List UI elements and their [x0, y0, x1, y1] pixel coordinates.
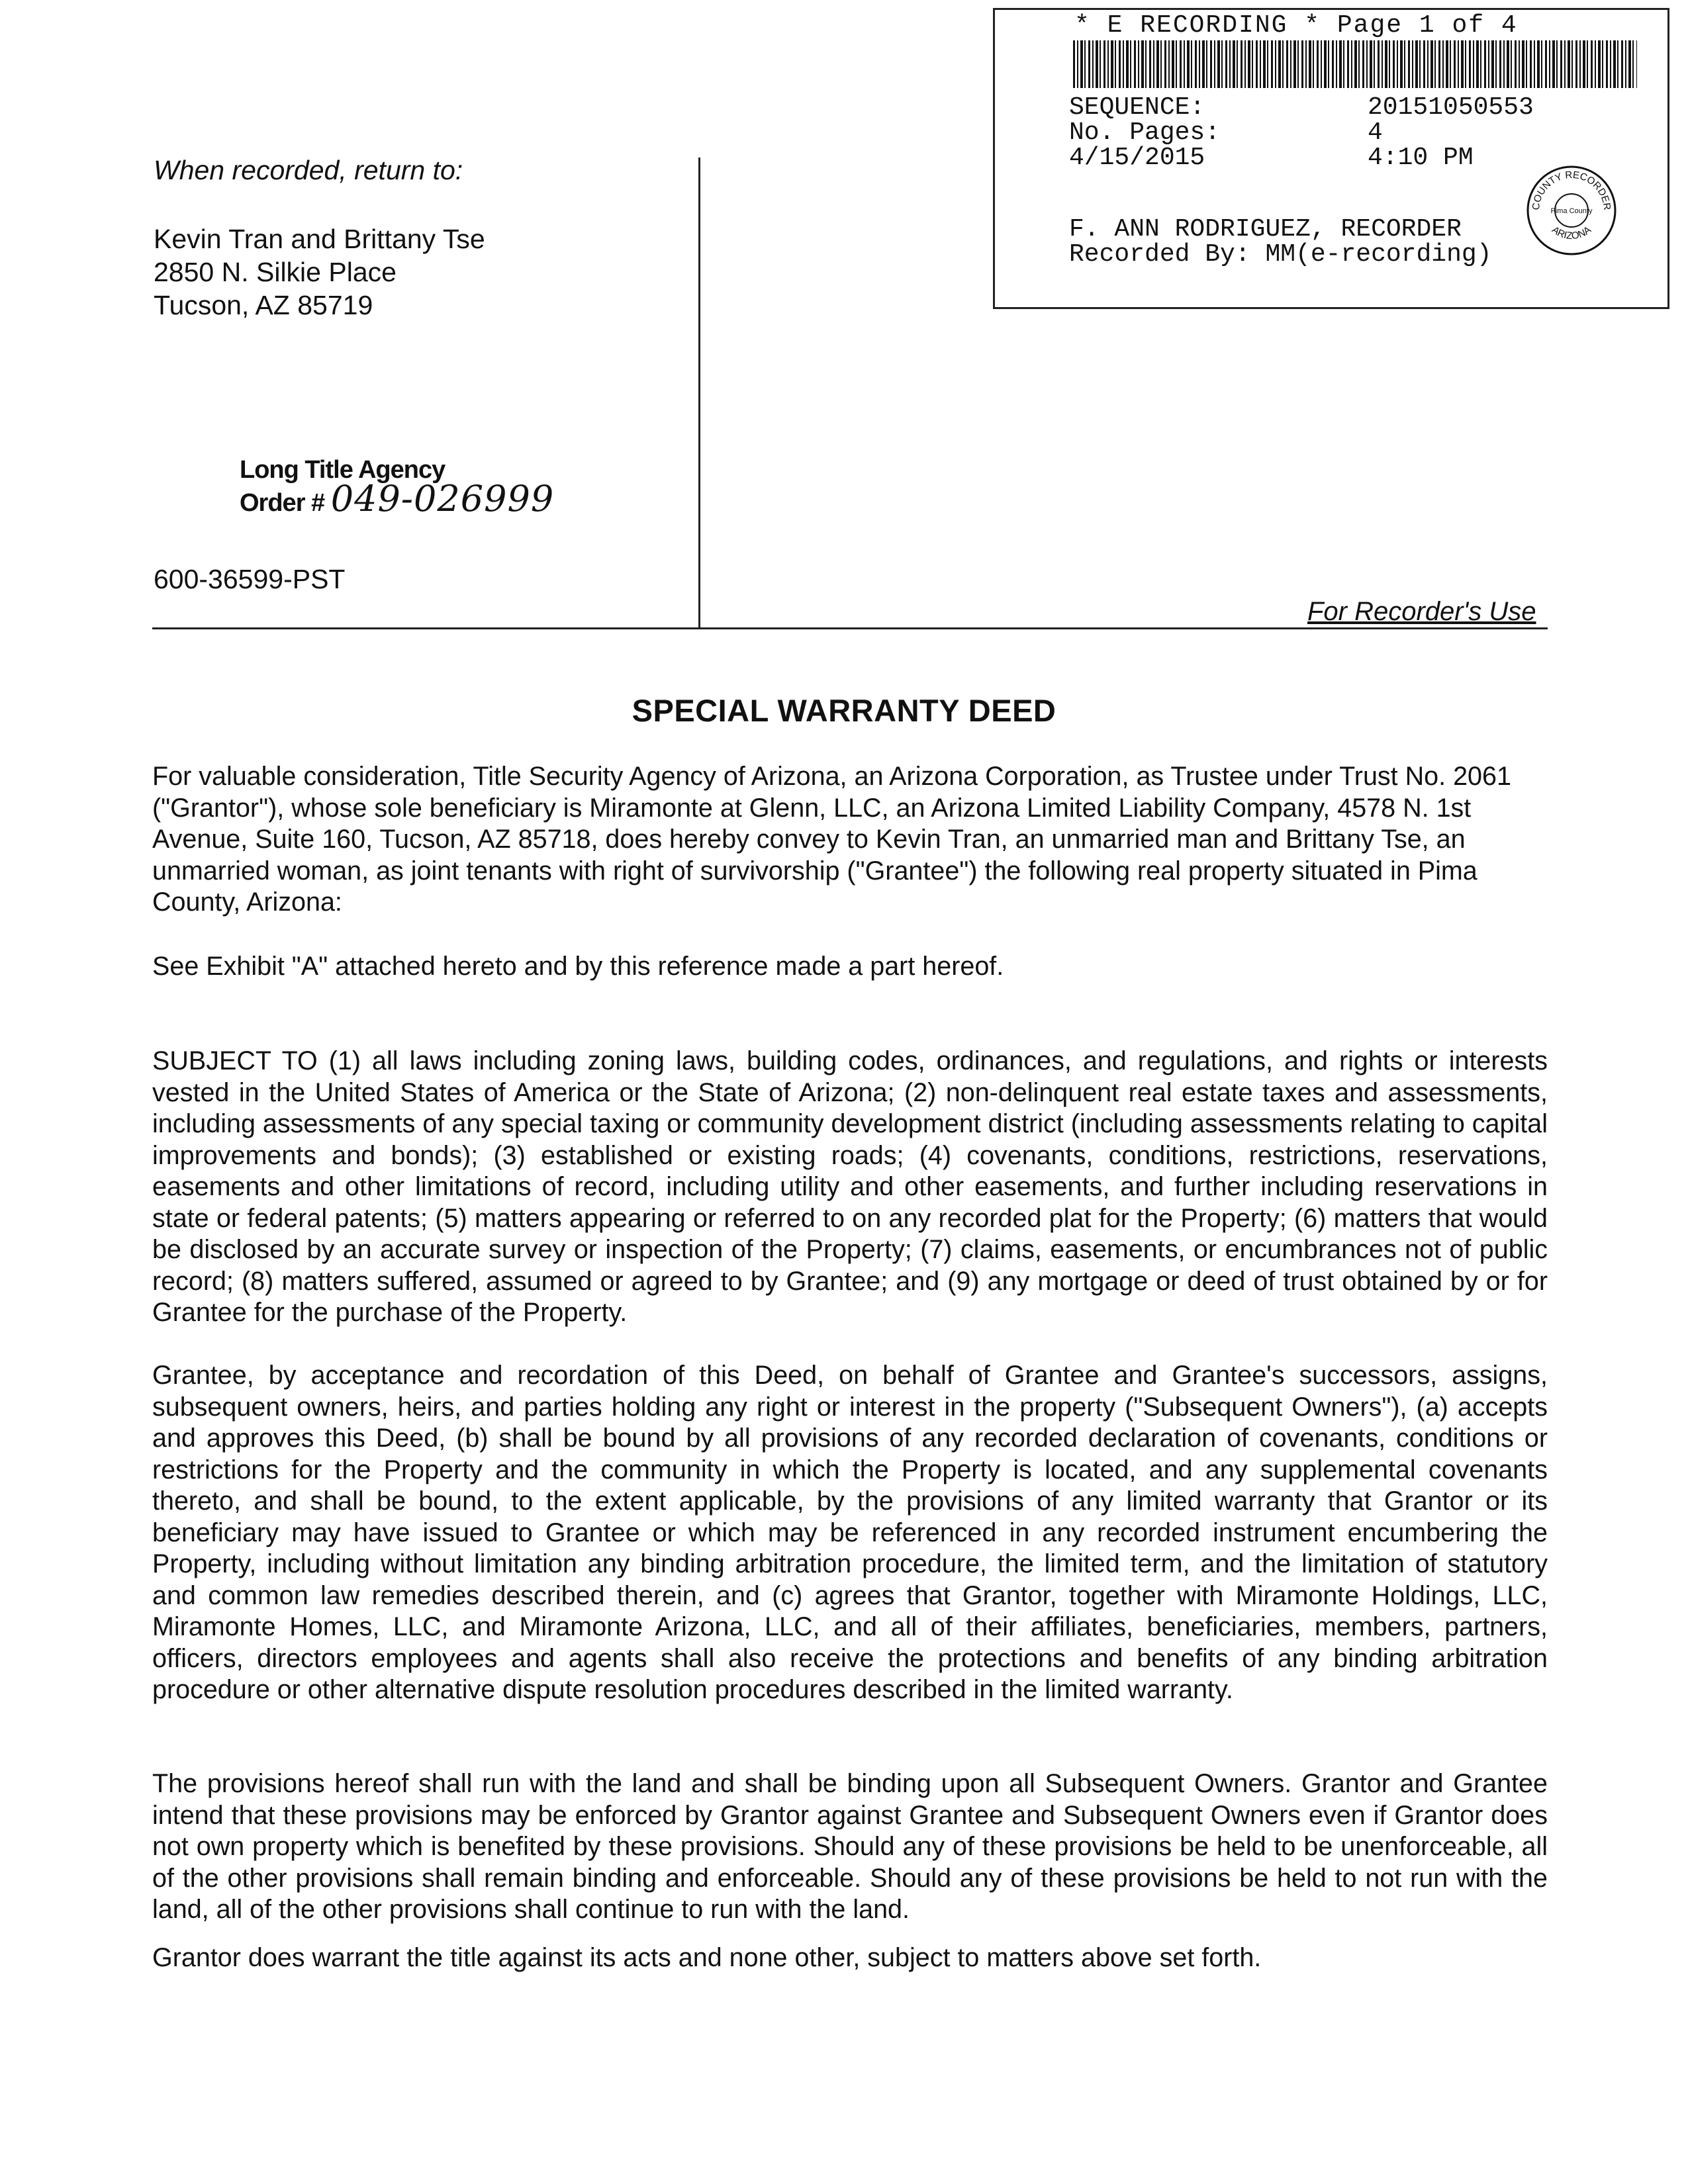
recorder-name: F. ANN RODRIGUEZ, RECORDER — [1069, 215, 1462, 244]
header-divider-vertical — [698, 158, 700, 629]
exhibit-reference: See Exhibit "A" attached hereto and by this reference made a part hereof. — [152, 952, 1004, 981]
svg-text:COUNTY RECORDER — [1530, 169, 1613, 211]
order-number: 049-026999 — [330, 478, 555, 520]
return-label: When recorded, return to: — [154, 155, 463, 185]
recording-title: * E RECORDING * Page 1 of 4 — [1074, 11, 1518, 40]
recording-time: 4:10 PM — [1368, 144, 1474, 172]
title-agency-block — [240, 455, 554, 518]
return-name: Kevin Tran and Brittany Tse — [154, 224, 485, 254]
escrow-number: 600-36599-PST — [154, 564, 346, 594]
return-street: 2850 N. Silkie Place — [154, 257, 397, 287]
conveyance-paragraph: For valuable consideration, Title Security Agency of Arizona, an Arizona Corporation, as Trustee under Trust No. 2061 ("Grantor"), whose sole beneficiary is Miramonte at Glenn, LLC, an Arizona Limited Liability Company, 4578 N. 1st Avenue, Suite 160, Tucson, AZ 85718, does hereby convey to Kevin Tran, an unmarried man and Brittany Tse, an unmarried woman, as joint tenants with right of survivorship ("Grantee") the following real property situated in Pima County, Arizona: — [152, 762, 1511, 917]
seal-text-center: Pima County — [1550, 207, 1593, 215]
recording-date: 4/15/2015 — [1069, 144, 1205, 172]
return-city: Tucson, AZ 85719 — [154, 290, 373, 320]
seal-text-bottom: ARIZONA — [1550, 224, 1593, 242]
order-label: Order # — [240, 489, 325, 517]
agency-name: Long Title Agency — [240, 456, 445, 484]
recording-stamp-box — [993, 8, 1669, 309]
pages-value: 4 — [1368, 118, 1383, 147]
warranty-paragraph: Grantor does warrant the title against its acts and none other, subject to matters above set forth. — [152, 1943, 1262, 1972]
county-seal-icon — [1524, 163, 1618, 257]
sequence-value: 20151050553 — [1368, 93, 1534, 122]
seal-text-top: COUNTY RECORDER — [1530, 169, 1613, 211]
document-title: SPECIAL WARRANTY DEED — [632, 693, 1056, 728]
pages-label: No. Pages: — [1069, 118, 1221, 147]
header-divider-horizontal — [152, 627, 1548, 629]
subject-to-paragraph: SUBJECT TO (1) all laws including zoning laws, building codes, ordinances, and regulations, and rights or interests vested in the United States of America or the State of Arizona; (2) non-delinquent real estate taxes and assessments, including assessments of any special taxing or community development district (including assessments relating to capital improvements and bonds); (3) established or existing roads; (4) covenants, conditions, restrictions, reservations, easements and other limitations of record, including utility and other easements, and further including reservations in state or federal patents; (5) matters appearing or referred to on any recorded plat for the Property; (6) matters that would be disclosed by an accurate survey or inspection of the Property; (7) claims, easements, or encumbrances not of public record; (8) matters suffered, assumed or agreed to by Grantee; and (9) any mortgage or deed of trust obtained by or for Grantee for the purchase of the Property. — [152, 1046, 1548, 1327]
barcode — [1073, 40, 1637, 88]
sequence-label: SEQUENCE: — [1069, 93, 1205, 122]
recorded-by: Recorded By: MM(e-recording) — [1069, 240, 1492, 269]
run-with-land-paragraph: The provisions hereof shall run with the land and shall be binding upon all Subsequent Owners. Grantor and Grantee intend that these provisions may be enforced by Grantor against Grantee and Subsequent Owners even if Grantor does not own property which is benefited by these provisions. Should any of these provisions be held to be unenforceable, all of the other provisions shall remain binding and enforceable. Should any of these provisions be held to not run with the land, all of the other provisions shall continue to run with the land. — [152, 1769, 1548, 1924]
order-line — [240, 478, 555, 520]
return-address-block — [154, 154, 485, 322]
grantee-acceptance-paragraph: Grantee, by acceptance and recordation of this Deed, on behalf of Grantee and Grantee's successors, assigns, subsequent owners, heirs, and parties holding any right or interest in the property ("Subsequent Owners"), (a) accepts and approves this Deed, (b) shall be bound by all provisions of any recorded declaration of covenants, conditions or restrictions for the Property and the community in which the Property is located, and any supplemental covenants thereto, and shall be bound, to the extent applicable, by the provisions of any limited warranty that Grantor or its beneficiary may have issued to Grantee or which may be referenced in any recorded instrument encumbering the Property, including without limitation any binding arbitration procedure, the limited term, and the limitation of statutory and common law remedies described therein, and (c) agrees that Grantor, together with Miramonte Holdings, LLC, Miramonte Homes, LLC, and Miramonte Arizona, LLC, and all of their affiliates, beneficiaries, members, partners, officers, directors employees and agents shall also receive the protections and benefits of any binding arbitration procedure or other alternative dispute resolution procedures described in the limited warranty. — [152, 1361, 1548, 1704]
recorder-use-label: For Recorder's Use — [1307, 597, 1536, 626]
